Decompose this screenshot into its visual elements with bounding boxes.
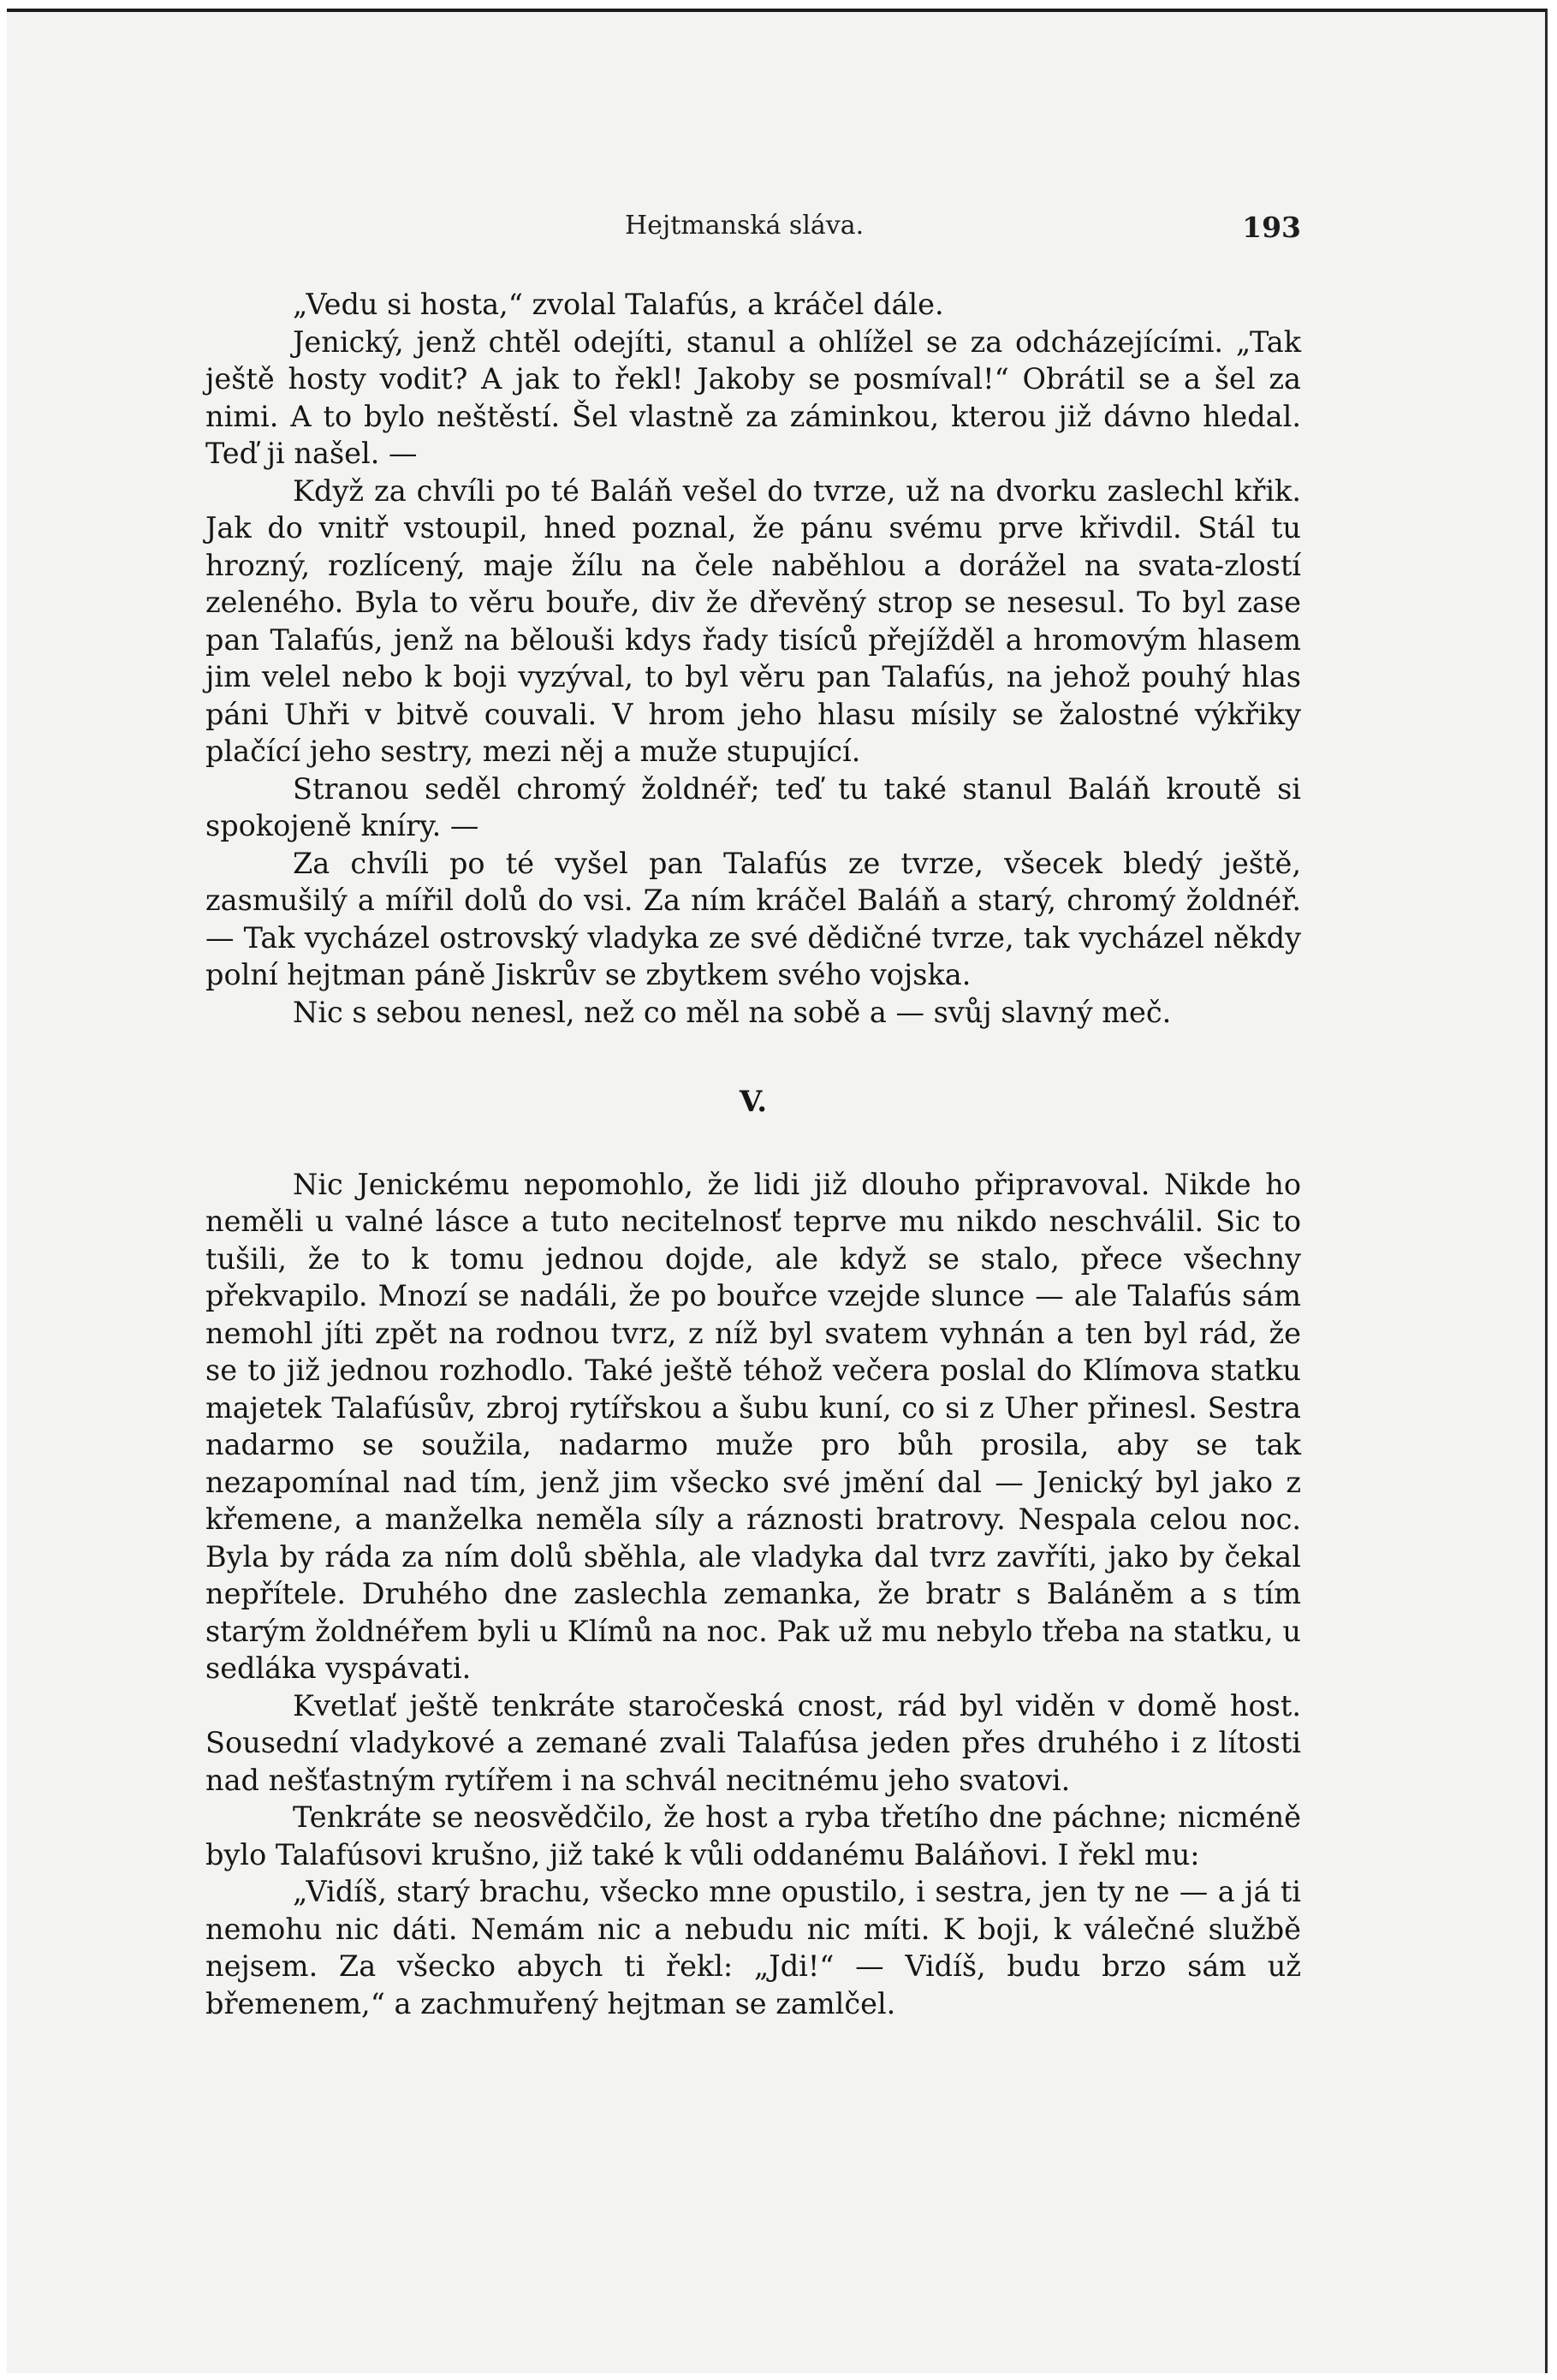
paragraph: Tenkráte se neosvědčilo, že host a ryba třetího dne páchne; nicméně bylo Talafúsovi krušno, již také k vůli oddanému Baláňovi. I řekl mu:: [205, 1800, 1301, 1871]
book-page: [7, 9, 1548, 2373]
paragraph: Za chvíli po té vyšel pan Talafús ze tvrze, všecek bledý ještě, zasmušilý a mířil dolů do vsi. Za ním kráčel Baláň a starý, chromý žoldnéř. — Tak vycházel ostrovský vladyka ze své dědičné tvrze, tak vycházel někdy polní hejtman páně Jiskrův se zbytkem svého vojska.: [205, 846, 1301, 991]
paragraph: Nic Jenickému nepomohlo, že lidi již dlouho připravoval. Nikde ho neměli u valné lásce a tuto necitelnosť teprve mu nikdo neschválil. Sic to tušili, že to k tomu jednou dojde, ale když se stalo, přece všechny překvapilo. Mnozí se nadáli, že po bouřce vzejde slunce — ale Talafús sám nemohl jíti zpět na rodnou tvrz, z níž byl svatem vyhnán a ten byl rád, že se to již jednou rozhodlo. Také ještě téhož večera poslal do Klímova statku majetek Talafúsův, zbroj rytířskou a šubu kuní, co si z Uher přinesl. Sestra nadarmo se soužila, nadarmo muže pro bůh prosila, aby se tak nezapomínal nad tím, jenž jim všecko své jmění dal — Jenický byl jako z křemene, a manželka neměla síly a ráznosti bratrovy. Nespala celou noc. Byla by ráda za ním dolů sběhla, ale vladyka dal tvrz zavříti, jako by čekal nepřítele. Druhého dne zaslechla zemanka, že bratr s Baláněm a s tím starým žoldnéřem byli u Klímů na noc. Pak už mu nebylo třeba na statku, u sedláka vyspávati.: [205, 1167, 1301, 1685]
paragraph: Kvetlať ještě tenkráte staročeská cnost, rád byl viděn v domě host. Sousední vladykové a zemané zvali Talafúsa jeden přes druhého i z lítosti nad nešťastným rytířem i na schvál necitnému jeho svatovi.: [205, 1688, 1301, 1797]
chapter-heading: V.: [739, 1085, 768, 1119]
paragraph: „Vedu si hosta,“ zvolal Talafús, a kráčel dále.: [293, 288, 944, 321]
page-header: [205, 211, 1301, 245]
paragraph: „Vidíš, starý brachu, všecko mne opustilo, i sestra, jen ty ne — a já ti nemohu nic dáti. Nemám nic a nebudu nic míti. K boji, k válečné službě nejsem. Za všecko abych ti řekl: „Jdi!“ — Vidíš, budu brzo sám už břemenem,“ a zachmuřený hejtman se zamlčel.: [205, 1875, 1301, 2020]
paragraph: Když za chvíli po té Baláň vešel do tvrze, už na dvorku zaslechl křik. Jak do vnitř vstoupil, hned poznal, že pánu svému prve křivdil. Stál tu hrozný, rozlícený, maje žílu na čele naběhlou a dorážel na svata-zlostí zeleného. Byla to věru bouře, div že dřevěný strop se nesesul. To byl zase pan Talafús, jenž na bělouši kdys řady tisíců přejížděl a hromovým hlasem jim velel nebo k boji vyzýval, to byl věru pan Talafús, na jehož pouhý hlas páni Uhři v bitvě couvali. V hrom jeho hlasu mísily se žalostné výkřiky plačící jeho sestry, mezi něj a muže stupující.: [205, 473, 1301, 768]
paragraph: Stranou seděl chromý žoldnéř; teď tu také stanul Baláň kroutě si spokojeně kníry. —: [205, 771, 1301, 842]
running-title: Hejtmanská sláva.: [625, 211, 865, 241]
paragraph: Nic s sebou nenesl, než co měl na sobě a — svůj slavný meč.: [293, 995, 1172, 1029]
page-number: 193: [1242, 211, 1301, 244]
body-text: [205, 286, 1301, 2022]
paragraph: Jenický, jenž chtěl odejíti, stanul a ohlížel se za odcházejícími. „Tak ještě hosty vodit? A jak to řekl! Jakoby se posmíval!“ Obrátil se a šel za nimi. A to bylo neštěstí. Šel vlastně za záminkou, kterou již dávno hledal. Teď ji našel. —: [205, 324, 1301, 470]
